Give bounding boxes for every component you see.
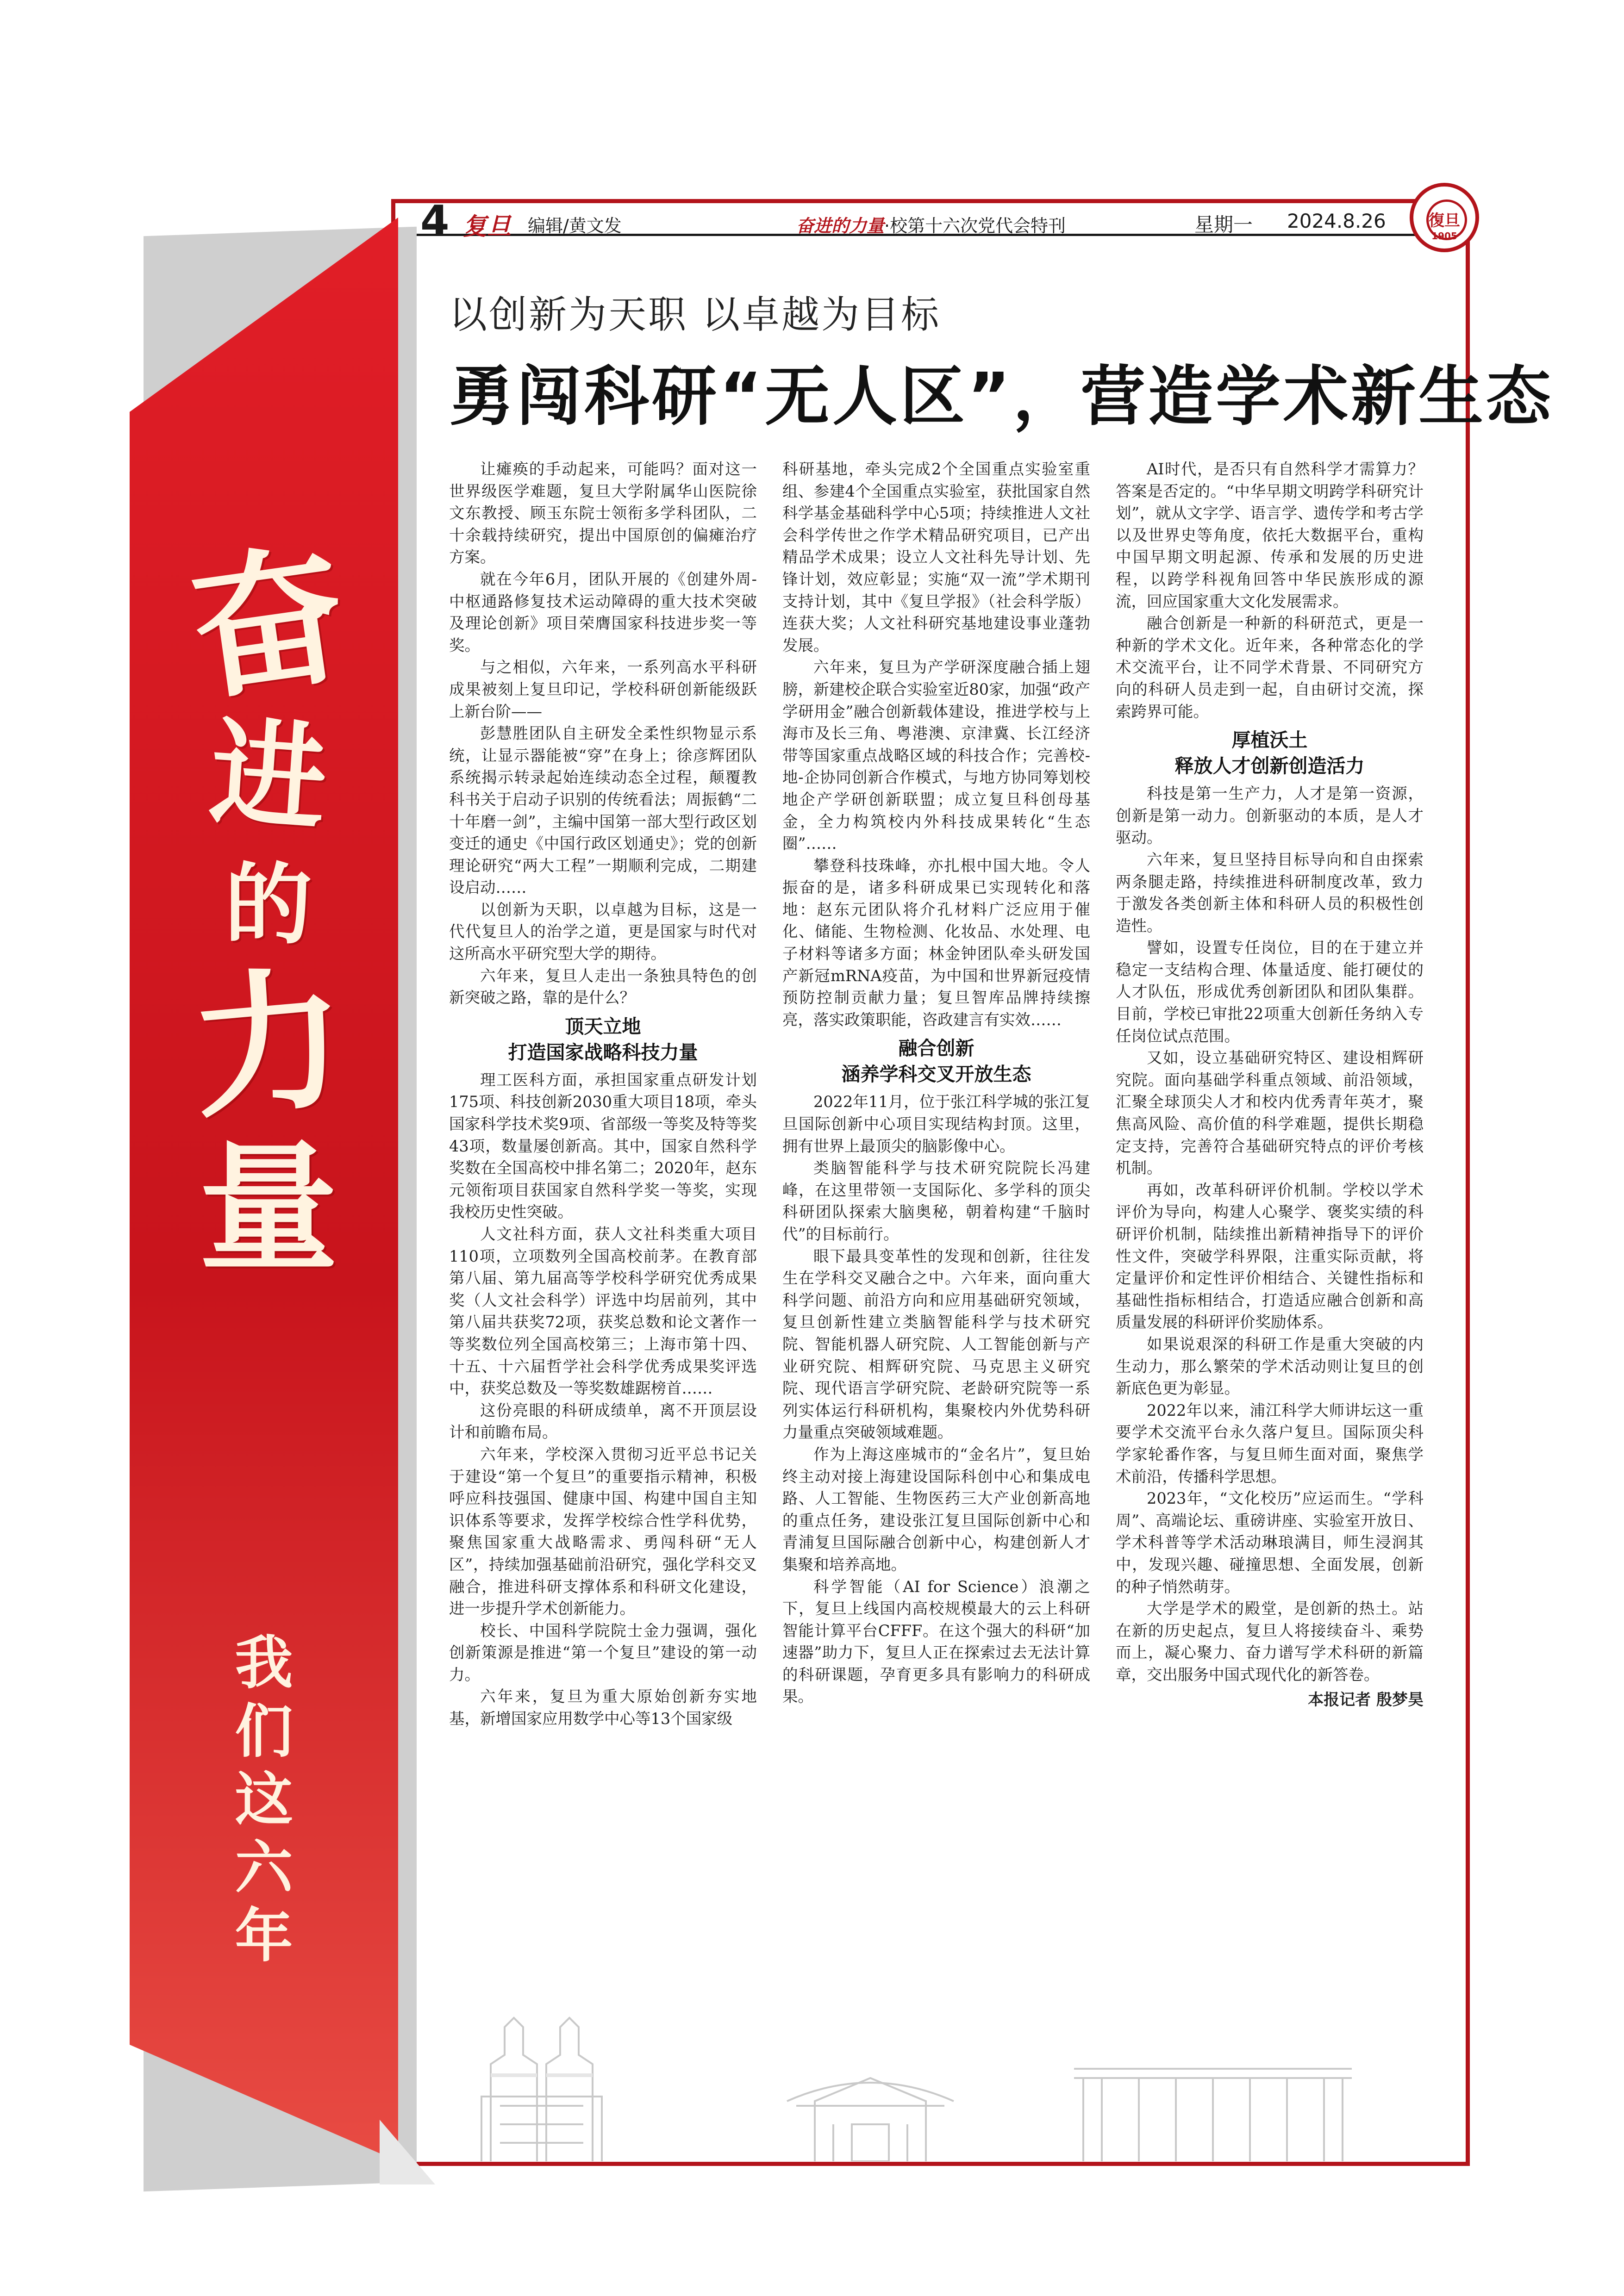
paragraph: 攀登科技珠峰，亦扎根中国大地。令人振奋的是，诸多科研成果已实现转化和落地：赵东元团队将介孔材料广泛应用于催化、储能、生物检测、化妆品、水处理、电子材料等诸多方面；林金钟团队牵头研发国产新冠mRNA疫苗，为中国和世界新冠疫情预防控制贡献力量；复旦智库品牌持续擦亮，落实政策职能，咨政建言有实效…… <box>782 856 1090 1029</box>
university-seal-logo <box>1410 183 1479 252</box>
paragraph: 这份亮眼的科研成绩单，离不开顶层设计和前瞻布局。 <box>449 1401 757 1442</box>
section-subheading <box>782 1035 1090 1087</box>
ribbon-title-char: 力 <box>184 947 353 1140</box>
subheading-line: 顶天立地 <box>565 1015 641 1038</box>
ribbon-subtitle-char: 六 <box>235 1834 293 1902</box>
paragraph: 与之相似，六年来，一系列高水平科研成果被刻上复旦印记，学校科研创新能级跃上新台阶—— <box>449 658 757 721</box>
special-issue-label <box>796 212 1066 237</box>
paragraph: 又如，设立基础研究特区、建设相辉研究院。面向基础学科重点领域、前沿领域，汇聚全球顶尖人才和校内优秀青年英才，聚焦高风险、高价值的科学难题，提供长期稳定支持，完善符合基础研究特点的评价考核机制。 <box>1116 1049 1424 1177</box>
subheading-line: 释放人才创新创造活力 <box>1174 755 1365 778</box>
subheading-line: 打造国家战略科技力量 <box>508 1041 698 1064</box>
paragraph: 理工医科方面，承担国家重点研发计划175项、科技创新2030重大项目18项，牵头国家科学技术奖9项、省部级一等奖及特等奖43项，数量屡创新高。其中，国家自然科学奖数在全国高校中排名第二；2020年，赵东元领衔项目获国家自然科学奖一等奖，实现我校历史性突破。 <box>449 1070 757 1221</box>
subheading-line: 涵养学科交叉开放生态 <box>841 1063 1031 1086</box>
issue-date: 2024.8.26 <box>1287 210 1386 232</box>
ribbon-title-char: 的 <box>224 853 312 956</box>
paragraph: 大学是学术的殿堂，是创新的热土。站在新的历史起点，复旦人将接续奋斗、乘势而上，凝心聚力、奋力谱写学术科研的新篇章，交出服务中国式现代化的新答卷。 <box>1116 1599 1424 1684</box>
paragraph: 2022年以来，浦江科学大师讲坛这一重要学术交流平台永久落户复旦。国际顶尖科学家轮番作客，与复旦师生面对面，聚焦学术前沿，传播科学思想。 <box>1116 1401 1424 1486</box>
page-number: 4 <box>420 197 450 245</box>
special-issue-suffix: ·校第十六次党代会特刊 <box>884 216 1066 236</box>
paragraph: 科学智能（AI for Science）浪潮之下，复旦上线国内高校规模最大的云上科研智能计算平台CFFF。在这个强大的科研“加速器”助力下，复旦人正在探索过去无法计算的科研课题，孕育更多具有影响力的科研成果。 <box>782 1577 1090 1706</box>
section-subheading <box>449 1014 757 1065</box>
ribbon-subtitle-char: 这 <box>235 1766 293 1833</box>
ribbon-title-char: 进 <box>206 703 331 847</box>
paragraph: 彭慧胜团队自主研发全柔性织物显示系统，让显示器能被“穿”在身上；徐彦辉团队系统揭示转录起始连续动态全过程，颠覆教科书关于启动子识别的传统看法；周振鹤“二十年磨一剑”，主编中国第一部大型行政区划变迁的通史《中国行政区划通史》；党的创新理论研究“两大工程”一期顺利完成，二期建设启动…… <box>449 724 757 897</box>
paragraph: 作为上海这座城市的“金名片”，复旦始终主动对接上海建设国际科创中心和集成电路、人工智能、生物医药三大产业创新高地的重点任务，建设张江复旦国际创新中心和青浦复旦国际融合创新中心，构建创新人才集聚和培养高地。 <box>782 1445 1090 1574</box>
paragraph: 类脑智能科学与技术研究院院长冯建峰，在这里带领一支国际化、多学科的顶尖科研团队探索大脑奥秘，朝着构建“千脑时代”的目标前行。 <box>782 1159 1090 1243</box>
paragraph: 眼下最具变革性的发现和创新，往往发生在学科交叉融合之中。六年来，面向重大科学问题、前沿方向和应用基础研究领域，复旦创新性建立类脑智能科学与技术研究院、智能机器人研究院、人工智能创新与产业研究院、相辉研究院、马克思主义研究院、现代语言学研究院、老龄研究院等一系列实体运行科研机构，集聚校内外优势科研力量重点突破领域难题。 <box>782 1247 1090 1442</box>
ribbon-subtitle-char: 们 <box>235 1697 293 1765</box>
paragraph: 科技是第一生产力，人才是第一资源，创新是第一动力。创新驱动的本质，是人才驱动。 <box>1116 784 1424 847</box>
paragraph: 让瘫痪的手动起来，可能吗？面对这一世界级医学难题，复旦大学附属华山医院徐文东教授、顾玉东院士领衔多学科团队，二十余载持续研究，提出中国原创的偏瘫治疗方案。 <box>449 460 757 566</box>
weekday: 星期一 <box>1194 213 1253 236</box>
section-subheading <box>1116 727 1424 779</box>
article-kicker: 以创新为天职 以卓越为目标 <box>449 293 941 337</box>
byline: 本报记者 殷梦昊 <box>1308 1691 1424 1710</box>
paragraph: 六年来，复旦坚持目标导向和自由探索两条腿走路，持续推进科研制度改革，致力于激发各类创新主体和科研人员的积极性创造性。 <box>1116 850 1424 935</box>
ribbon-subtitle-char: 我 <box>235 1629 293 1697</box>
article-headline: 勇闯科研“无人区”，营造学术新生态 <box>449 359 1554 435</box>
ribbon-subtitle-char: 年 <box>235 1902 293 1970</box>
article-column-2 <box>782 458 1090 1708</box>
paragraph: 六年来，学校深入贯彻习近平总书记关于建设“第一个复旦”的重要指示精神，积极呼应科技强国、健康中国、构建中国自主知识体系等要求，发挥学校综合性学科优势，聚焦国家重大战略需求、勇闯科研“无人区”，持续加强基础前沿研究，强化学科交叉融合，推进科研支撑体系和科研文化建设，进一步提升学术创新能力。 <box>449 1445 757 1618</box>
paragraph: 六年来，复旦为产学研深度融合插上翅膀，新建校企联合实验室近80家，加强“政产学研用金”融合创新载体建设，推进学校与上海市及长三角、粤港澳、京津冀、长江经济带等国家重点战略区域的科技合作；完善校-地-企协同创新合作模式，与地方协同筹划校地企产学研创新联盟；成立复旦科创母基金，全力构筑校内外科技成果转化“生态圈”…… <box>782 658 1090 853</box>
brand-name: 复旦 <box>463 212 512 241</box>
ribbon-title-char: 奋 <box>180 523 357 722</box>
paragraph: 如果说艰深的科研工作是重大突破的内生动力，那么繁荣的学术活动则让复旦的创新底色更为彰显。 <box>1116 1335 1424 1398</box>
paragraph: 以创新为天职，以卓越为目标，这是一代代复旦人的治学之道，更是国家与时代对这所高水平研究型大学的期待。 <box>449 900 757 963</box>
paragraph: AI时代，是否只有自然科学才需算力？答案是否定的。“中华早期文明跨学科研究计划”，就从文字学、语言学、遗传学和考古学以及世界史等角度，依托大数据平台，重构中国早期文明起源、传承和发展的历史进程，以跨学科视角回答中华民族形成的源流，回应国家重大文化发展需求。 <box>1116 460 1424 610</box>
seal-text: 復旦 <box>1429 212 1460 230</box>
paragraph: 校长、中国科学院院士金力强调，强化创新策源是推进“第一个复旦”建设的第一动力。 <box>449 1621 757 1684</box>
campus-skyline-illustration <box>463 1985 1454 2161</box>
article-column-3 <box>1116 458 1424 1711</box>
paragraph: 就在今年6月，团队开展的《创建外周-中枢通路修复技术运动障碍的重大技术突破及理论创新》项目荣膺国家科技进步奖一等奖。 <box>449 570 757 654</box>
ribbon-subtitle <box>218 1629 310 1971</box>
paragraph: 譬如，设置专任岗位，目的在于建立并稳定一支结构合理、体量适度、能打硬仗的人才队伍，形成优秀创新团队和团队集群。目前，学校已审批22项重大创新任务纳入专任岗位试点范围。 <box>1116 939 1424 1045</box>
paragraph: 融合创新是一种新的科研范式，更是一种新的学术文化。近年来，各种常态化的学术交流平台，让不同学术背景、不同研究方向的科研人员走到一起，自由研讨交流，探索跨界可能。 <box>1116 614 1424 721</box>
subheading-line: 融合创新 <box>898 1037 974 1060</box>
paragraph: 六年来，复旦为重大原始创新夯实地基，新增国家应用数学中心等13个国家级 <box>449 1687 757 1728</box>
special-issue-prefix: 奋进的力量 <box>796 216 885 236</box>
article-column-1 <box>449 458 757 1730</box>
ribbon-title-char: 量 <box>199 1126 338 1289</box>
paragraph: 再如，改革科研评价机制。学校以学术评价为导向，构建人心聚学、褒奖实绩的科研评价机制，陆续推出新精神指导下的评价性文件，突破学科界限，注重实际贡献，将定量评价和定性评价相结合、关键性指标和基础性指标相结合，打造适应融合创新和高质量发展的科研评价奖励体系。 <box>1116 1181 1424 1332</box>
paragraph: 科研基地，牵头完成2个全国重点实验室重组、参建4个全国重点实验室，获批国家自然科学基金基础科学中心5项；持续推进人文社会科学传世之作学术精品研究项目，已产出精品学术成果；设立人文社科先导计划、先锋计划，效应彰显；实施“双一流”学术期刊支持计划，其中《复旦学报》（社会科学版）连获大奖；人文社科研究基地建设事业蓬勃发展。 <box>782 460 1090 654</box>
subheading-line: 厚植沃土 <box>1231 729 1308 752</box>
ribbon-title <box>176 523 361 1289</box>
paragraph: 2023年，“文化校历”应运而生。“学科周”、高端论坛、重磅讲座、实验室开放日、学术科普等学术活动琳琅满目，师生浸润其中，发现兴趣、碰撞思想、全面发展，创新的种子悄然萌芽。 <box>1116 1489 1424 1596</box>
seal-year: 1905 <box>1431 230 1457 242</box>
paragraph: 六年来，复旦人走出一条独具特色的创新突破之路，靠的是什么？ <box>449 966 757 1007</box>
paragraph: 2022年11月，位于张江科学城的张江复旦国际创新中心项目实现结构封顶。这里，拥有世界上最顶尖的脑影像中心。 <box>782 1093 1090 1155</box>
editor-credit: 编辑/黄文发 <box>528 216 622 236</box>
paragraph: 人文社科方面，获人文社科类重大项目110项，立项数列全国高校前茅。在教育部第八届、第九届高等学校科学研究优秀成果奖（人文社会科学）评选中均居前列，其中第八届共获奖72项，获奖总数和论文著作一等奖数位列全国高校第三；上海市第十四、十五、十六届哲学社会科学优秀成果奖评选中，获奖总数及一等奖数雄踞榜首…… <box>449 1225 757 1398</box>
